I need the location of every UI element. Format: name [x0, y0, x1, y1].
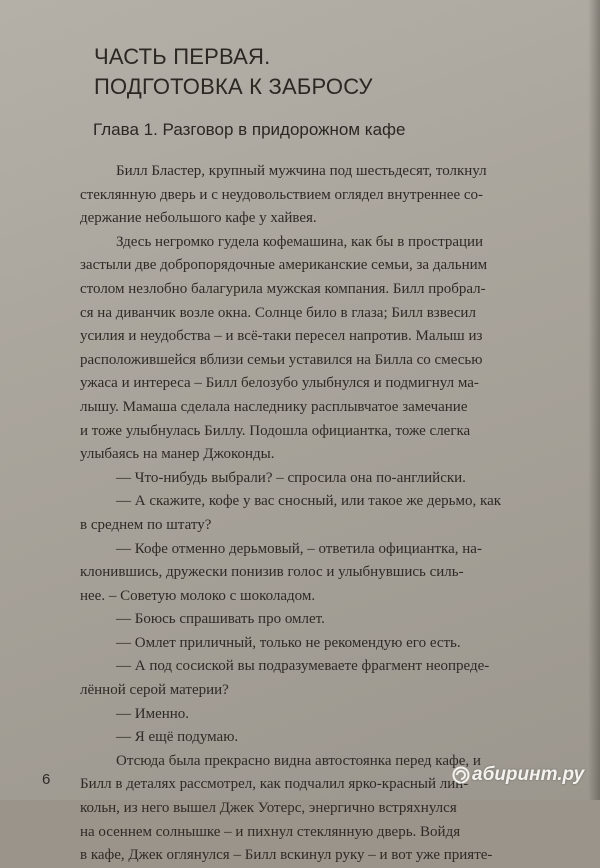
- text-line: застыли две добропорядочные американские семьи, за дальним: [80, 257, 488, 274]
- text-line: — Омлет приличный, только не рекомендую его есть.: [116, 634, 461, 651]
- chapter-title: Глава 1. Разговор в придорожном кафе: [93, 120, 406, 139]
- text-line: и тоже улыбнулась Биллу. Подошла официантка, тоже слегка: [80, 422, 471, 439]
- text-line: в среднем по штату?: [80, 516, 212, 533]
- text-line: лённой серой материи?: [80, 682, 229, 699]
- text-line: в кафе, Джек оглянулся – Билл вскинул руку – и вот уже прияте-: [80, 847, 493, 864]
- text-line: улыбаясь на манер Джоконды.: [80, 446, 275, 463]
- text-line: клонившись, дружески понизив голос и улыбнувшись силь-: [80, 564, 464, 581]
- text-line: — А скажите, кофе у вас сносный, или такое же дерьмо, как: [116, 493, 502, 510]
- text-line: расположившейся вблизи семьи уставился на Билла со смесью: [80, 351, 483, 368]
- text-line: столом незлобно балагурила мужская компания. Билл пробрал-: [80, 280, 486, 297]
- text-line: — Я ещё подумаю.: [116, 729, 239, 746]
- page-edge-shadow: [588, 0, 600, 800]
- text-line: нее. – Советую молоко с шоколадом.: [80, 587, 316, 604]
- text-line: лышу. Мамаша сделала наследнику расплывчатое замечание: [80, 398, 468, 415]
- text-line: держание небольшого кафе у хайвея.: [80, 210, 317, 227]
- text-line: ся на диванчик возле окна. Солнце било в глаза; Билл взвесил: [80, 304, 476, 321]
- text-line: — Что-нибудь выбрали? – спросила она по-английски.: [116, 469, 466, 486]
- part-title-line-2: ПОДГОТОВКА К ЗАБРОСУ: [94, 74, 373, 99]
- part-title-line-1: ЧАСТЬ ПЕРВАЯ.: [94, 44, 271, 69]
- text-line: на осеннем солнышке – и пихнул стеклянную дверь. Войдя: [80, 823, 461, 840]
- labirint-logo-icon: [452, 766, 470, 784]
- text-line: ужаса и интереса – Билл белозубо улыбнулся и подмигнул ма-: [80, 375, 479, 392]
- part-title: [94, 42, 373, 102]
- labirint-watermark: [452, 764, 584, 786]
- chapter-body: [80, 160, 572, 868]
- text-line: Отсюда была прекрасно видна автостоянка перед кафе, и: [116, 752, 481, 769]
- text-line: стеклянную дверь и с неудовольствием оглядел внутреннее со-: [80, 186, 484, 203]
- text-line: — Боюсь спрашивать про омлет.: [116, 611, 325, 628]
- text-line: кольн, из него вышел Джек Уотерс, энергично встряхнулся: [80, 800, 457, 817]
- text-line: — А под сосиской вы подразумеваете фрагмент неопреде-: [116, 658, 490, 675]
- text-line: Билл в деталях рассмотрел, как подчалил ярко-красный лин-: [80, 776, 469, 793]
- page-number: 6: [42, 771, 51, 788]
- text-line: Билл Бластер, крупный мужчина под шестьдесят, толкнул: [116, 163, 487, 179]
- text-line: — Кофе отменно дерьмовый, – ответила официантка, на-: [116, 540, 482, 557]
- text-line: усилия и неудобства – и всё-таки пересел напротив. Малыш из: [80, 328, 483, 345]
- text-line: — Именно.: [116, 705, 190, 722]
- text-line: Здесь негромко гудела кофемашина, как бы в прострации: [116, 233, 484, 250]
- watermark-text: абиринт.ру: [472, 764, 585, 785]
